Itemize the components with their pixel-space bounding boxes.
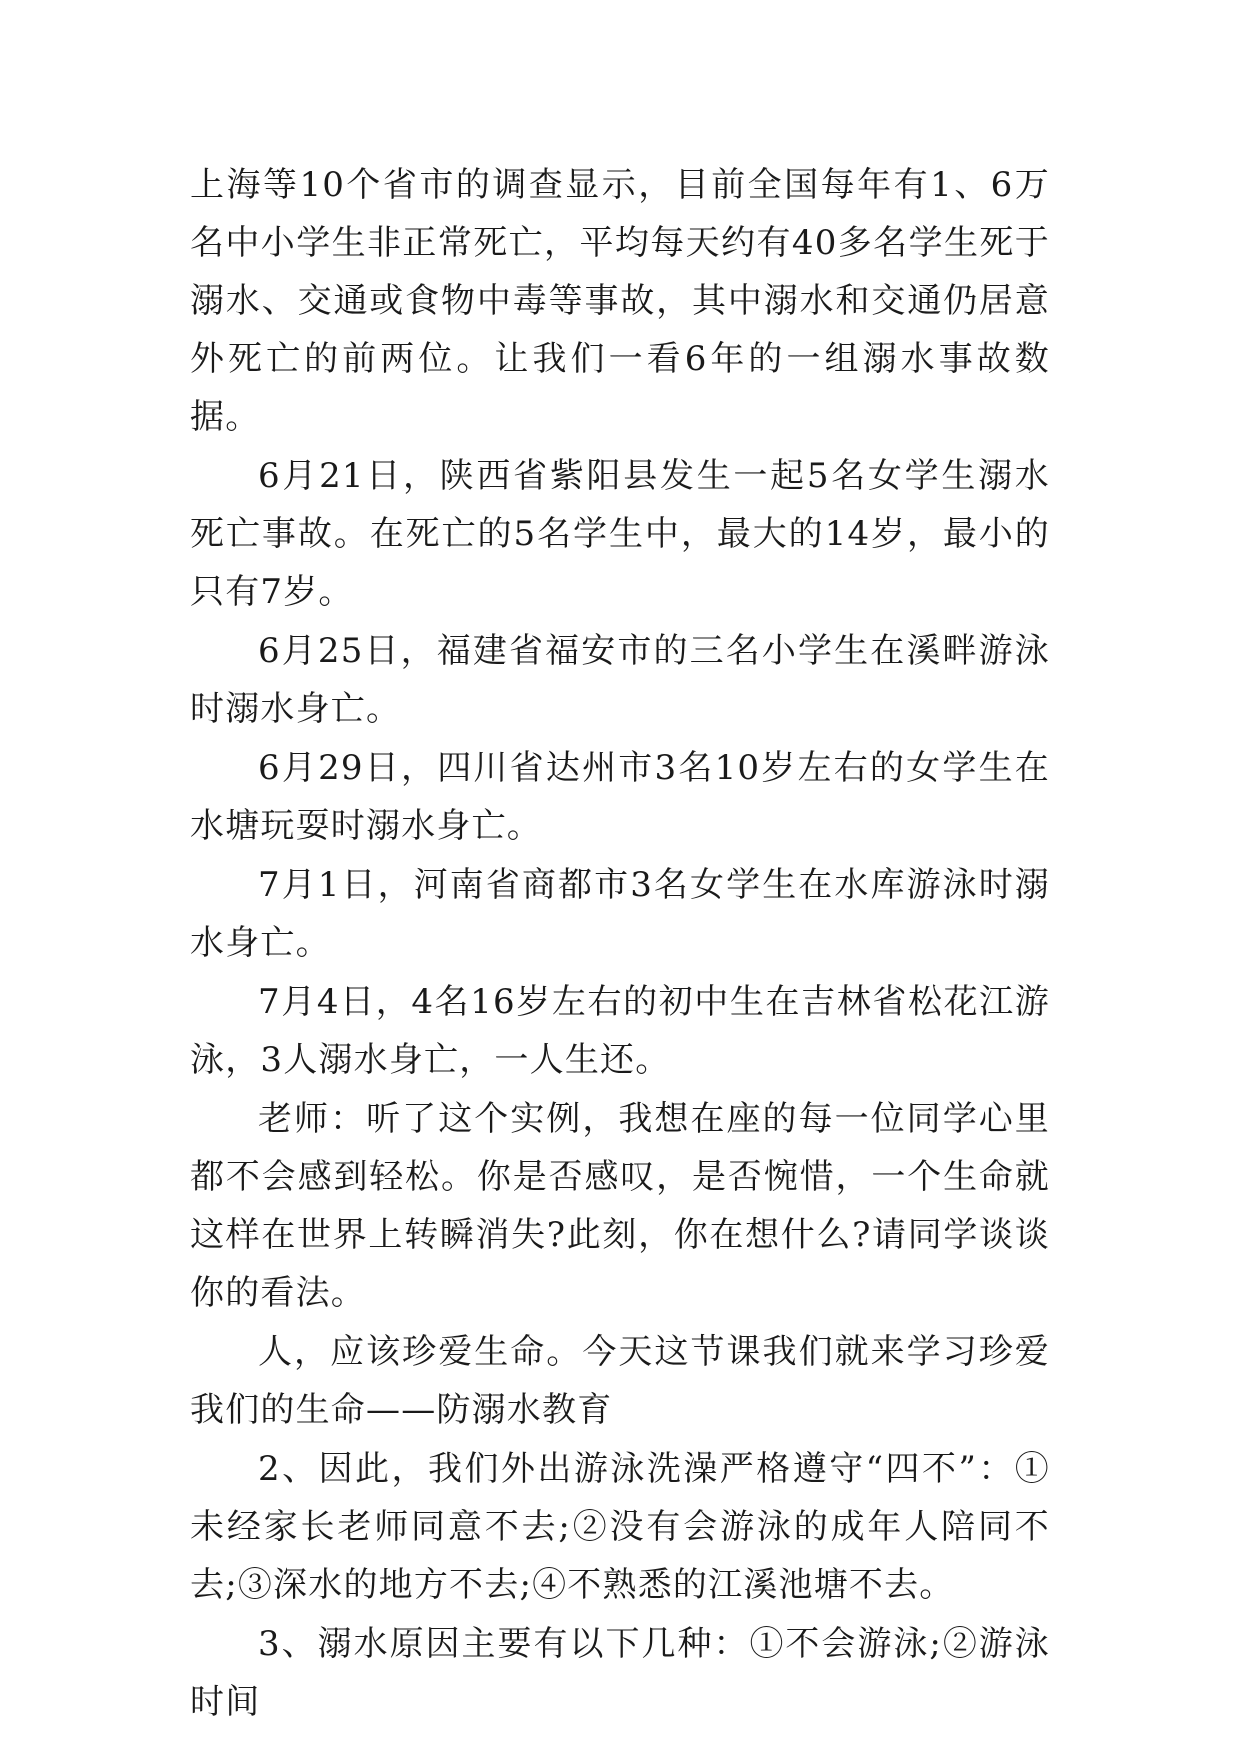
paragraph-intro: 上海等10个省市的调查显示，目前全国每年有1、6万名中小学生非正常死亡，平均每天约有40多名学生死于溺水、交通或食物中毒等事故，其中溺水和交通仍居意外死亡的前两位。让我们一看6年的一组溺水事故数据。 (190, 165, 1050, 437)
paragraph-lesson-intro: 人，应该珍爱生命。今天这节课我们就来学习珍爱我们的生命——防溺水教育 (190, 1332, 1050, 1430)
paragraph-incident-0701: 7月1日，河南省商都市3名女学生在水库游泳时溺水身亡。 (190, 865, 1050, 963)
paragraph-incident-0621: 6月21日，陕西省紫阳县发生一起5名女学生溺水死亡事故。在死亡的5名学生中，最大的14岁，最小的只有7岁。 (190, 456, 1050, 612)
paragraph-incident-0625: 6月25日，福建省福安市的三名小学生在溪畔游泳时溺水身亡。 (190, 631, 1050, 729)
paragraph-incident-0704: 7月4日，4名16岁左右的初中生在吉林省松花江游泳，3人溺水身亡，一人生还。 (190, 982, 1050, 1080)
document-body (190, 156, 1050, 1732)
paragraph-teacher-remark: 老师：听了这个实例，我想在座的每一位同学心里都不会感到轻松。你是否感叹，是否惋惜，一个生命就这样在世界上转瞬消失?此刻，你在想什么?请同学谈谈你的看法。 (190, 1099, 1050, 1313)
paragraph-drowning-causes: 3、溺水原因主要有以下几种：①不会游泳;②游泳时间 (190, 1624, 1050, 1722)
paragraph-four-rules: 2、因此，我们外出游泳洗澡严格遵守“四不”：①未经家长老师同意不去;②没有会游泳的成年人陪同不去;③深水的地方不去;④不熟悉的江溪池塘不去。 (190, 1449, 1050, 1605)
paragraph-incident-0629: 6月29日，四川省达州市3名10岁左右的女学生在水塘玩耍时溺水身亡。 (190, 748, 1050, 846)
